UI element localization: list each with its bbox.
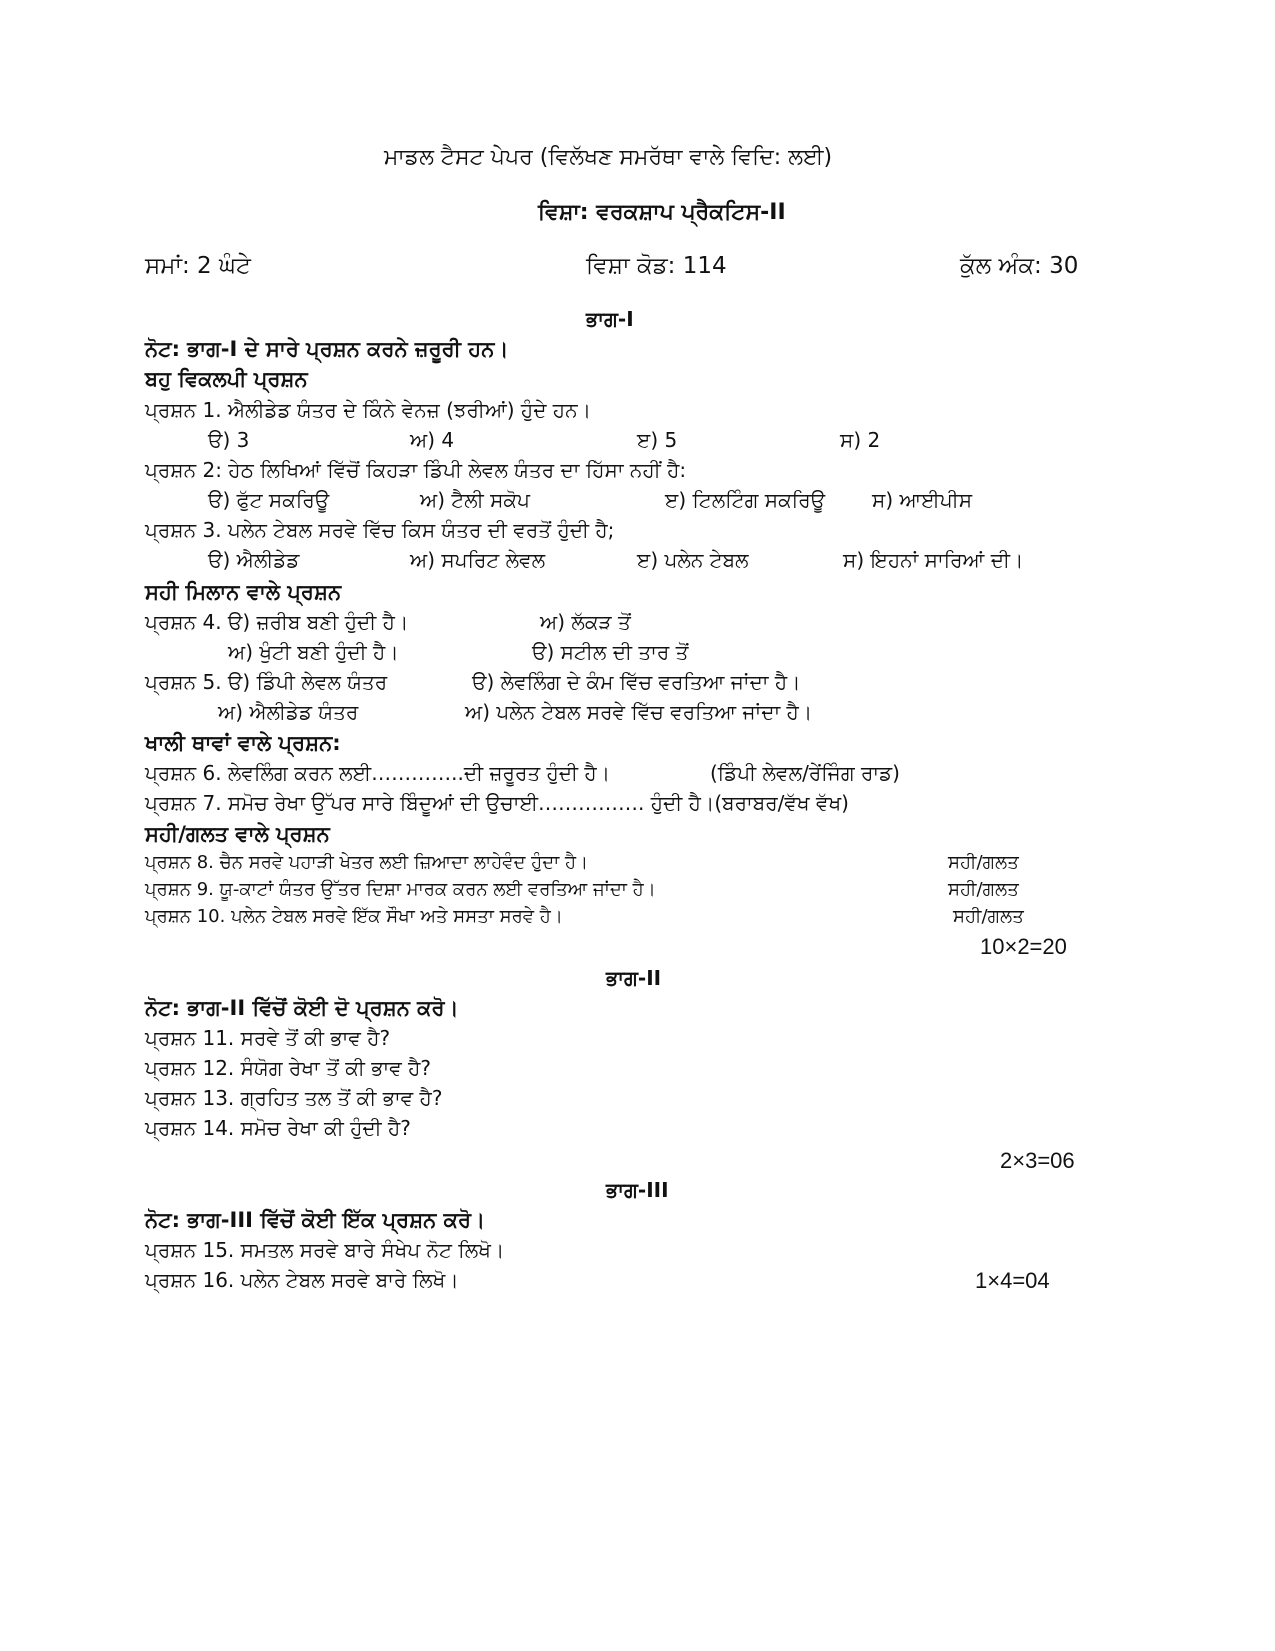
question-16: ਪ੍ਰਸ਼ਨ 16. ਪਲੇਨ ਟੇਬਲ ਸਰਵੇ ਬਾਰੇ ਲਿਖੋ। <box>145 1268 459 1292</box>
question-8: ਪ੍ਰਸ਼ਨ 8. ਚੈਨ ਸਰਵੇ ਪਹਾੜੀ ਖੇਤਰ ਲਈ ਜ਼ਿਆਦਾ ਲਾਹੇਵੰਦ ਹੁੰਦਾ ਹੈ। <box>145 852 589 873</box>
match-heading: ਸਹੀ ਮਿਲਾਨ ਵਾਲੇ ਪ੍ਰਸ਼ਨ <box>145 580 342 604</box>
q8-true-false: ਸਹੀ/ਗਲਤ <box>948 852 1019 873</box>
q2-option-b: ਅ) ਟੈਲੀ ਸਕੋਪ <box>420 488 530 512</box>
part1-heading: ਭਾਗ-I <box>586 307 634 331</box>
time-allowed: ਸਮਾਂ: 2 ਘੰਟੇ <box>145 253 251 279</box>
q3-option-d: ਸ) ਇਹਨਾਂ ਸਾਰਿਆਂ ਦੀ। <box>843 548 1024 572</box>
q4-right-2: ੳ) ਸਟੀਲ ਦੀ ਤਾਰ ਤੋਂ <box>532 640 689 664</box>
q5-left-1: ਪ੍ਰਸ਼ਨ 5. ੳ) ਡਿੰਪੀ ਲੇਵਲ ਯੰਤਰ <box>145 670 388 694</box>
question-11: ਪ੍ਰਸ਼ਨ 11. ਸਰਵੇ ਤੋਂ ਕੀ ਭਾਵ ਹੈ? <box>145 1026 391 1050</box>
true-false-heading: ਸਹੀ/ਗਲਤ ਵਾਲੇ ਪ੍ਰਸ਼ਨ <box>145 822 330 846</box>
q10-true-false: ਸਹੀ/ਗਲਤ <box>953 906 1024 927</box>
subject-code: ਵਿਸ਼ਾ ਕੋਡ: 114 <box>586 253 727 279</box>
question-10: ਪ੍ਰਸ਼ਨ 10. ਪਲੇਨ ਟੇਬਲ ਸਰਵੇ ਇੱਕ ਸੌਖਾ ਅਤੇ ਸਸਤਾ ਸਰਵੇ ਹੈ। <box>145 906 563 927</box>
part2-note: ਨੋਟ: ਭਾਗ-II ਵਿੱਚੋਂ ਕੋਈ ਦੋ ਪ੍ਰਸ਼ਨ ਕਰੋ। <box>145 996 459 1020</box>
q3-option-b: ਅ) ਸਪਰਿਟ ਲੇਵਲ <box>410 548 546 572</box>
part1-marks: 10×2=20 <box>980 934 1067 959</box>
part3-note: ਨੋਟ: ਭਾਗ-III ਵਿੱਚੋਂ ਕੋਈ ਇੱਕ ਪ੍ਰਸ਼ਨ ਕਰੋ। <box>145 1208 486 1232</box>
part1-note: ਨੋਟ: ਭਾਗ-I ਦੇ ਸਾਰੇ ਪ੍ਰਸ਼ਨ ਕਰਨੇ ਜ਼ਰੂਰੀ ਹਨ। <box>145 337 509 361</box>
q1-option-d: ਸ) 2 <box>840 428 881 452</box>
q4-left-2: ਅ) ਖੁੰਟੀ ਬਣੀ ਹੁੰਦੀ ਹੈ। <box>228 640 399 664</box>
question-12: ਪ੍ਰਸ਼ਨ 12. ਸੰਯੋਗ ਰੇਖਾ ਤੋਂ ਕੀ ਭਾਵ ਹੈ? <box>145 1056 432 1080</box>
q4-left-1: ਪ੍ਰਸ਼ਨ 4. ੳ) ਜ਼ਰੀਬ ਬਣੀ ਹੁੰਦੀ ਹੈ। <box>145 610 409 634</box>
q3-option-c: ੲ) ਪਲੇਨ ਟੇਬਲ <box>637 548 749 572</box>
question-13: ਪ੍ਰਸ਼ਨ 13. ਗ੍ਰਹਿਤ ਤਲ ਤੋਂ ਕੀ ਭਾਵ ਹੈ? <box>145 1086 443 1110</box>
q4-right-1: ਅ) ਲੱਕੜ ਤੋਂ <box>540 610 631 634</box>
q5-left-2: ਅ) ਐਲੀਡੇਡ ਯੰਤਰ <box>218 700 359 724</box>
question-9: ਪ੍ਰਸ਼ਨ 9. ਯੂ-ਕਾਟਾਂ ਯੰਤਰ ਉੱਤਰ ਦਿਸ਼ਾ ਮਾਰਕ ਕਰਨ ਲਈ ਵਰਤਿਆ ਜਾਂਦਾ ਹੈ। <box>145 879 656 900</box>
question-1: ਪ੍ਰਸ਼ਨ 1. ਐਲੀਡੇਡ ਯੰਤਰ ਦੇ ਕਿੰਨੇ ਵੇਨਜ਼ (ਝਰੀਆਂ) ਹੁੰਦੇ ਹਨ। <box>145 398 592 422</box>
question-15: ਪ੍ਰਸ਼ਨ 15. ਸਮਤਲ ਸਰਵੇ ਬਾਰੇ ਸੰਖੇਪ ਨੋਟ ਲਿਖੋ। <box>145 1238 505 1262</box>
q1-option-a: ੳ) 3 <box>208 428 250 452</box>
question-14: ਪ੍ਰਸ਼ਨ 14. ਸਮੋਚ ਰੇਖਾ ਕੀ ਹੁੰਦੀ ਹੈ? <box>145 1116 411 1140</box>
part2-marks: 2×3=06 <box>1000 1148 1075 1173</box>
q1-option-b: ਅ) 4 <box>410 428 455 452</box>
q2-option-a: ੳ) ਫੁੱਟ ਸਕਰਿਊ <box>208 488 330 512</box>
q5-right-1: ੳ) ਲੇਵਲਿੰਗ ਦੇ ਕੰਮ ਵਿੱਚ ਵਰਤਿਆ ਜਾਂਦਾ ਹੈ। <box>472 670 801 694</box>
paper-title: ਮਾਡਲ ਟੈਸਟ ਪੇਪਰ (ਵਿਲੱਖਣ ਸਮਰੱਥਾ ਵਾਲੇ ਵਿਦਿ: ਲਈ) <box>384 145 833 170</box>
mcq-heading: ਬਹੁ ਵਿਕਲਪੀ ਪ੍ਰਸ਼ਨ <box>145 367 308 391</box>
fill-blanks-heading: ਖਾਲੀ ਥਾਵਾਂ ਵਾਲੇ ਪ੍ਰਸ਼ਨ: <box>145 731 341 755</box>
question-3: ਪ੍ਰਸ਼ਨ 3. ਪਲੇਨ ਟੇਬਲ ਸਰਵੇ ਵਿੱਚ ਕਿਸ ਯੰਤਰ ਦੀ ਵਰਤੋਂ ਹੁੰਦੀ ਹੈ; <box>145 518 615 542</box>
part2-heading: ਭਾਗ-II <box>606 966 662 990</box>
q2-option-d: ਸ) ਆਈਪੀਸ <box>872 488 973 512</box>
part3-heading: ਭਾਗ-III <box>606 1178 669 1202</box>
subject-title: ਵਿਸ਼ਾ: ਵਰਕਸ਼ਾਪ ਪ੍ਰੈਕਟਿਸ-II <box>538 200 786 225</box>
q9-true-false: ਸਹੀ/ਗਲਤ <box>948 879 1019 900</box>
question-2: ਪ੍ਰਸ਼ਨ 2: ਹੇਠ ਲਿਖਿਆਂ ਵਿੱਚੋਂ ਕਿਹੜਾ ਡਿੰਪੀ ਲੇਵਲ ਯੰਤਰ ਦਾ ਹਿੱਸਾ ਨਹੀਂ ਹੈ: <box>145 458 687 482</box>
question-7: ਪ੍ਰਸ਼ਨ 7. ਸਮੋਚ ਰੇਖਾ ਉੱਪਰ ਸਾਰੇ ਬਿੰਦੂਆਂ ਦੀ ਉਚਾਈ……………. ਹੁੰਦੀ ਹੈ।(ਬਰਾਬਰ/ਵੱਖ ਵੱਖ) <box>145 791 849 815</box>
total-marks: ਕੁੱਲ ਅੰਕ: 30 <box>960 253 1079 279</box>
q5-right-2: ਅ) ਪਲੇਨ ਟੇਬਲ ਸਰਵੇ ਵਿੱਚ ਵਰਤਿਆ ਜਾਂਦਾ ਹੈ। <box>465 700 813 724</box>
q2-option-c: ੲ) ਟਿਲਟਿੰਗ ਸਕਰਿਊ <box>665 488 826 512</box>
q1-option-c: ੲ) 5 <box>637 428 678 452</box>
q3-option-a: ੳ) ਐਲੀਡੇਡ <box>208 548 300 572</box>
q6-hint: (ਡਿੰਪੀ ਲੇਵਲ/ਰੇਂਜਿੰਗ ਰਾਡ) <box>710 761 900 785</box>
part3-marks: 1×4=04 <box>975 1268 1050 1293</box>
question-6: ਪ੍ਰਸ਼ਨ 6. ਲੇਵਲਿੰਗ ਕਰਨ ਲਈ…………..ਦੀ ਜ਼ਰੂਰਤ ਹੁੰਦੀ ਹੈ। <box>145 761 611 785</box>
